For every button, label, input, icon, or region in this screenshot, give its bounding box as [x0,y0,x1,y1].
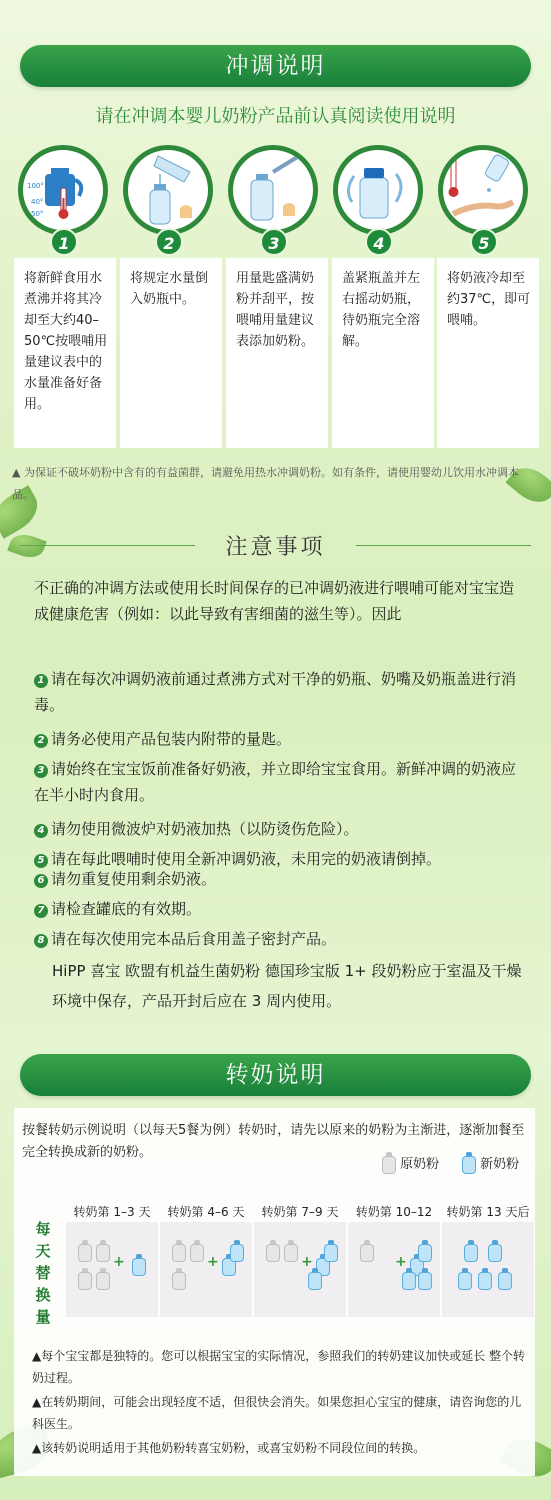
step-text: 用量匙盛满奶粉并刮平，按喂哺用量建议表添加奶粉。 [226,258,328,448]
transition-note: ▲在转奶期间，可能会出现轻度不适，但很快会消失。如果您担心宝宝的健康，请咨询您的儿科医生。 [32,1395,522,1431]
step-text: 盖紧瓶盖并左右摇动奶瓶，待奶瓶完全溶解。 [332,258,434,448]
plus-sign: + [207,1254,219,1270]
transition-note: ▲该转奶说明适用于其他奶粉转喜宝奶粉，或喜宝奶粉不同段位间的转换。 [32,1441,426,1455]
legend-new-label: 新奶粉 [480,1157,520,1172]
step-text: 将奶液冷却至约37℃，即可喂哺。 [437,258,539,448]
transition-note: ▲每个宝宝都是独特的。您可以根据宝宝的实际情况，参照我们的转奶建议加快或延长 整个转奶过程。 [32,1349,526,1385]
transition-intro: 按餐转奶示例说明（以每天5餐为例）转奶时，请先以原来的奶粉为主渐进，逐渐加餐至完全转换成新的奶粉。 [22,1123,525,1160]
new-formula-bottle-icon [308,1268,322,1290]
precaution-item [34,896,524,922]
new-formula-bottle-icon [462,1152,476,1174]
daily-replacement-label: 每天替换量 [35,1220,51,1326]
new-formula-bottle-icon [464,1240,478,1262]
pour-water-bottle-icon [123,145,213,235]
legend-old-label: 原奶粉 [400,1157,440,1172]
scoop-powder-bottle-icon [228,145,318,235]
shake-bottle-icon [333,145,423,235]
item-number-badge: 5 [34,854,48,868]
legend-old [382,1152,439,1174]
new-formula-bottle-icon [458,1268,472,1290]
old-formula-bottle-icon [78,1240,92,1262]
section-banner-transition: 转奶说明 [20,1054,531,1096]
item-number-badge: 6 [34,874,48,888]
old-formula-bottle-icon [172,1268,186,1290]
old-formula-bottle-icon [78,1268,92,1290]
old-formula-bottle-icon [96,1240,110,1262]
step-number: 2 [155,228,183,256]
old-formula-bottle-icon [382,1152,396,1174]
precautions-intro: 不正确的冲调方法或使用长时间保存的已冲调奶液进行喂哺可能对宝宝造成健康危害（例如：以此导致有害细菌的滋生等）。因此 [34,579,515,623]
new-formula-bottle-icon [498,1268,512,1290]
step-number: 4 [365,228,393,256]
precaution-text: 请检查罐底的有效期。 [51,900,202,918]
old-formula-bottle-icon [360,1240,374,1262]
test-temperature-wrist-icon [438,145,528,235]
item-number-badge: 8 [34,934,48,948]
column-label: 转奶第 13 天后 [446,1205,530,1219]
old-formula-bottle-icon [266,1240,280,1262]
thermo-label-40: 40° [31,198,44,206]
hot-water-warning: ▲ 为保证不破坏奶粉中含有的有益菌群，请避免用热水冲调奶粉。如有条件，请使用婴幼儿饮用水冲调本品。 [12,466,519,501]
old-formula-bottle-icon [190,1240,204,1262]
old-formula-bottle-icon [96,1268,110,1290]
step-text: 将规定水量倒入奶瓶中。 [120,258,222,448]
step-number: 5 [470,228,498,256]
preparation-subtitle: 请在冲调本婴儿奶粉产品前认真阅读使用说明 [95,106,456,127]
precaution-text: 请勿使用微波炉对奶液加热（以防烫伤危险）。 [51,820,359,838]
thermo-label-50: 50° [31,210,44,218]
precaution-text: 请在每此喂哺时使用全新冲调奶液，未用完的奶液请倒掉。 [51,850,442,868]
new-formula-bottle-icon [488,1240,502,1262]
new-formula-bottle-icon [132,1254,146,1276]
precaution-text: 请始终在宝宝饭前准备好奶液，并立即给宝宝食用。新鲜冲调的奶液应在半小时内食用。 [34,760,517,804]
column-label: 转奶第 10–12 [355,1205,433,1219]
precaution-text: 请在每次使用完本品后食用盖子密封产品。 [51,930,337,948]
column-label: 转奶第 1–3 天 [73,1205,151,1219]
precaution-item [34,666,524,718]
precaution-item [34,866,524,892]
plus-sign: + [301,1254,313,1270]
plus-sign: + [113,1254,125,1270]
new-formula-bottle-icon [418,1240,432,1262]
precaution-text: 请在每次冲调奶液前通过煮沸方式对干净的奶瓶、奶嘴及奶瓶盖进行消毒。 [34,670,517,714]
column-label: 转奶第 4–6 天 [167,1205,245,1219]
precautions-heading [0,530,551,561]
new-formula-bottle-icon [230,1240,244,1262]
plus-sign: + [395,1254,407,1270]
thermo-label-100: 100° [27,182,44,190]
item-number-badge: 2 [34,734,48,748]
new-formula-bottle-icon [418,1268,432,1290]
precaution-text: 请勿重复使用剩余奶液。 [51,870,217,888]
item-number-badge: 3 [34,764,48,778]
heading-rule-left [20,545,195,546]
storage-note: HiPP 喜宝 欧盟有机益生菌奶粉 德国珍宝版 1+ 段奶粉应于室温及干燥环境中保存，产品开封后应在 3 周内使用。 [52,962,522,1010]
old-formula-bottle-icon [284,1240,298,1262]
item-number-badge: 1 [34,674,48,688]
precaution-item [34,926,524,952]
new-formula-bottle-icon [402,1268,416,1290]
precaution-item [34,726,524,752]
step-number: 1 [50,228,78,256]
old-formula-bottle-icon [172,1240,186,1262]
legend-new [462,1152,519,1174]
item-number-badge: 4 [34,824,48,838]
precaution-text: 请务必使用产品包装内附带的量匙。 [51,730,292,748]
precaution-item [34,756,524,808]
new-formula-bottle-icon [324,1240,338,1262]
column-label: 转奶第 7–9 天 [261,1205,339,1219]
precautions-title: 注意事项 [225,535,326,560]
new-formula-bottle-icon [478,1268,492,1290]
kettle-thermometer-icon [18,145,108,235]
section-banner-preparation: 冲调说明 [20,45,531,87]
step-text: 将新鲜食用水煮沸并将其冷却至大约40–50℃按喂哺用量建议表中的水量准备好备用。 [14,258,116,448]
precaution-item [34,816,524,842]
item-number-badge: 7 [34,904,48,918]
heading-rule-right [356,545,531,546]
column-box [254,1222,346,1317]
step-number: 3 [260,228,288,256]
